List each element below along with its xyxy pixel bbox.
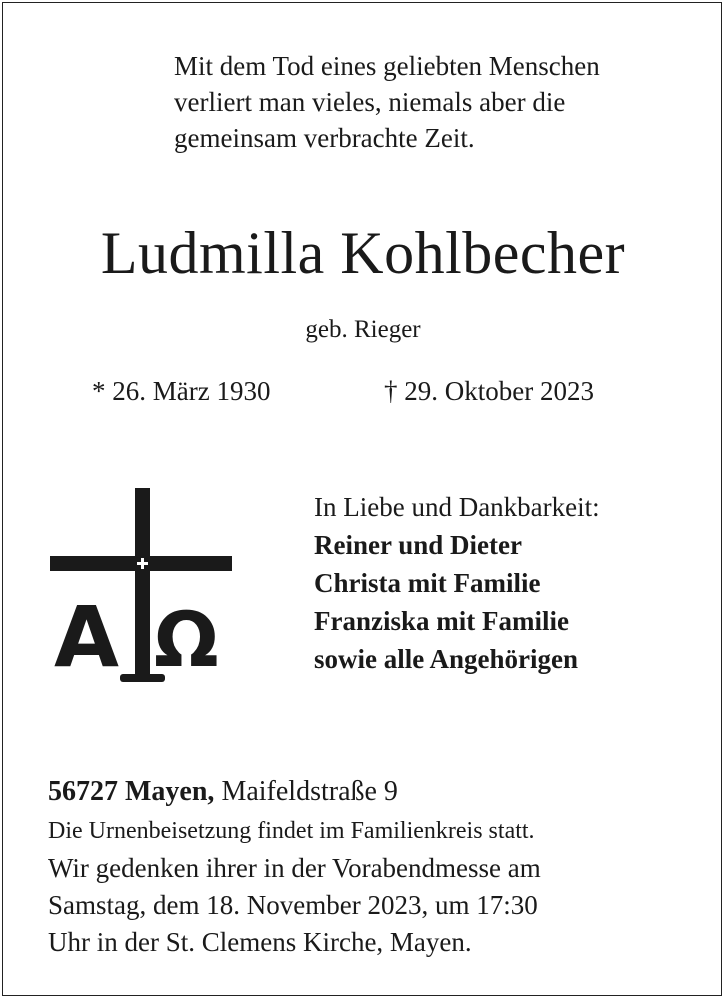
quote-line: gemeinsam verbrachte Zeit. xyxy=(174,123,475,153)
mass-note-line: Samstag, dem 18. November 2023, um 17:30 xyxy=(48,890,538,920)
mass-note-line: Wir gedenken ihrer in der Vorabendmesse am xyxy=(48,853,541,883)
death-date: † 29. Oktober 2023 xyxy=(384,376,594,406)
omega-letter: Ω xyxy=(154,595,219,684)
deceased-name: Ludmilla Kohlbecher xyxy=(100,220,626,286)
burial-note: Die Urnenbeisetzung findet im Familienkreis statt. xyxy=(48,818,535,844)
family-address xyxy=(48,774,398,810)
mourners-block xyxy=(314,488,600,678)
mourners-intro: In Liebe und Dankbarkeit: xyxy=(314,492,600,522)
cross-alpha-omega-icon xyxy=(46,486,236,686)
mourner-entry: Christa mit Familie xyxy=(314,568,541,598)
mass-note xyxy=(48,850,541,961)
maiden-name: geb. Rieger xyxy=(305,316,421,343)
mourner-entry: Reiner und Dieter xyxy=(314,530,522,560)
birth-date: * 26. März 1930 xyxy=(92,376,271,406)
quote-line: Mit dem Tod eines geliebten Menschen xyxy=(174,51,600,81)
alpha-letter: A xyxy=(54,588,120,686)
mourner-entry: Franziska mit Familie xyxy=(314,606,569,636)
mourner-entry: sowie alle Angehörigen xyxy=(314,644,578,674)
address-city: 56727 Mayen, xyxy=(48,776,215,807)
quote-line: verliert man vieles, niemals aber die xyxy=(174,87,566,117)
address-street: Maifeldstraße 9 xyxy=(221,776,398,807)
mass-note-line: Uhr in der St. Clemens Kirche, Mayen. xyxy=(48,927,472,957)
memorial-quote xyxy=(174,48,600,156)
